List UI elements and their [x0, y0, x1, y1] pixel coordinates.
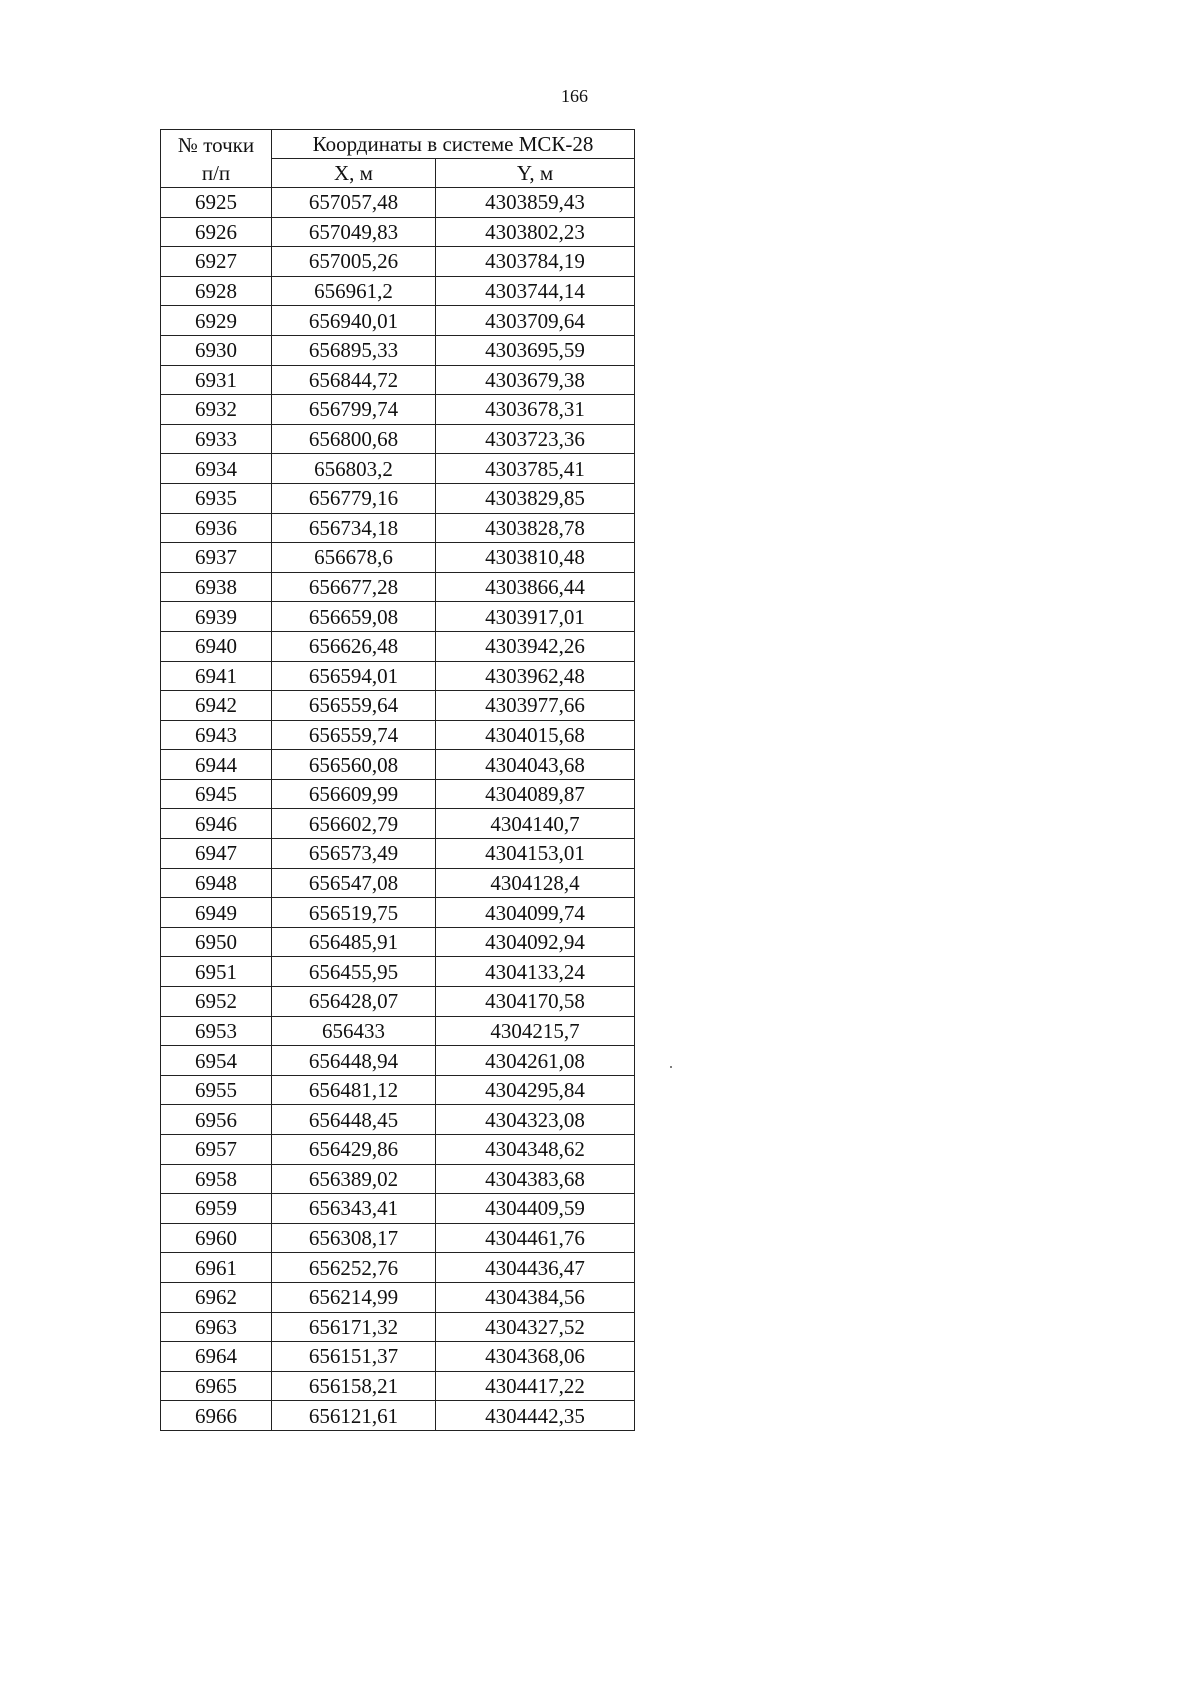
table-row	[161, 1194, 635, 1224]
x-coordinate-cell: 656799,74	[272, 395, 436, 425]
point-number-cell: 6961	[161, 1253, 272, 1283]
x-coordinate-cell: 656602,79	[272, 809, 436, 839]
table-row	[161, 661, 635, 691]
y-coordinate-cell: 4304383,68	[436, 1164, 635, 1194]
x-coordinate-cell: 656609,99	[272, 779, 436, 809]
point-number-cell: 6940	[161, 631, 272, 661]
point-number-cell: 6931	[161, 365, 272, 395]
point-number-cell: 6951	[161, 957, 272, 987]
table-row	[161, 1282, 635, 1312]
table-row	[161, 395, 635, 425]
coord-system-header: Координаты в системе МСК-28	[272, 130, 635, 159]
point-number-cell: 6934	[161, 454, 272, 484]
y-coordinate-cell: 4304015,68	[436, 720, 635, 750]
x-coordinate-cell: 656678,6	[272, 543, 436, 573]
x-coordinate-cell: 656677,28	[272, 572, 436, 602]
x-coordinate-cell: 656626,48	[272, 631, 436, 661]
y-coordinate-cell: 4303866,44	[436, 572, 635, 602]
point-number-cell: 6929	[161, 306, 272, 336]
point-number-cell: 6952	[161, 987, 272, 1017]
y-coordinate-cell: 4303859,43	[436, 188, 635, 218]
x-coordinate-cell: 656485,91	[272, 927, 436, 957]
y-coordinate-cell: 4304323,08	[436, 1105, 635, 1135]
table-row	[161, 513, 635, 543]
point-number-cell: 6939	[161, 602, 272, 632]
x-coordinate-cell: 657057,48	[272, 188, 436, 218]
table-row	[161, 276, 635, 306]
point-number-cell: 6947	[161, 839, 272, 869]
y-coordinate-cell: 4304099,74	[436, 898, 635, 928]
y-coordinate-cell: 4304140,7	[436, 809, 635, 839]
table-row	[161, 543, 635, 573]
point-number-cell: 6935	[161, 483, 272, 513]
point-number-cell: 6962	[161, 1282, 272, 1312]
point-number-cell: 6950	[161, 927, 272, 957]
x-coordinate-cell: 656429,86	[272, 1135, 436, 1165]
table-row	[161, 1253, 635, 1283]
table-header-row	[161, 130, 635, 159]
x-coordinate-cell: 656559,74	[272, 720, 436, 750]
table-row	[161, 335, 635, 365]
point-number-cell: 6928	[161, 276, 272, 306]
table-header	[161, 130, 635, 188]
table-row	[161, 1046, 635, 1076]
y-coordinate-cell: 4303679,38	[436, 365, 635, 395]
table-row	[161, 1105, 635, 1135]
y-coordinate-cell: 4304295,84	[436, 1075, 635, 1105]
table-row	[161, 306, 635, 336]
point-number-cell: 6945	[161, 779, 272, 809]
y-coordinate-cell: 4303785,41	[436, 454, 635, 484]
y-coordinate-cell: 4304215,7	[436, 1016, 635, 1046]
point-number-cell: 6959	[161, 1194, 272, 1224]
y-coordinate-cell: 4304348,62	[436, 1135, 635, 1165]
y-coordinate-cell: 4303678,31	[436, 395, 635, 425]
table-row	[161, 1401, 635, 1431]
point-number-cell: 6948	[161, 868, 272, 898]
y-coordinate-cell: 4304170,58	[436, 987, 635, 1017]
y-coordinate-cell: 4304092,94	[436, 927, 635, 957]
y-coordinate-cell: 4303784,19	[436, 247, 635, 277]
table-row	[161, 1223, 635, 1253]
point-number-cell: 6936	[161, 513, 272, 543]
point-number-cell: 6925	[161, 188, 272, 218]
point-number-cell: 6933	[161, 424, 272, 454]
point-number-cell: 6937	[161, 543, 272, 573]
page-number: 166	[561, 86, 588, 106]
y-coordinate-cell: 4303962,48	[436, 661, 635, 691]
y-coordinate-cell: 4303828,78	[436, 513, 635, 543]
table-row	[161, 572, 635, 602]
x-coordinate-cell: 656158,21	[272, 1371, 436, 1401]
point-number-cell: 6932	[161, 395, 272, 425]
y-coordinate-cell: 4303977,66	[436, 691, 635, 721]
y-coordinate-cell: 4304128,4	[436, 868, 635, 898]
table-row	[161, 247, 635, 277]
y-coordinate-cell: 4303942,26	[436, 631, 635, 661]
point-number-cell: 6930	[161, 335, 272, 365]
table-row	[161, 1164, 635, 1194]
table-body	[161, 188, 635, 1431]
y-coordinate-cell: 4304089,87	[436, 779, 635, 809]
y-coordinate-cell: 4303695,59	[436, 335, 635, 365]
y-coordinate-cell: 4304368,06	[436, 1342, 635, 1372]
point-number-cell: 6953	[161, 1016, 272, 1046]
x-coordinate-cell: 656121,61	[272, 1401, 436, 1431]
x-coordinate-cell: 656433	[272, 1016, 436, 1046]
point-number-cell: 6966	[161, 1401, 272, 1431]
x-coordinate-cell: 656448,45	[272, 1105, 436, 1135]
y-coordinate-cell: 4304384,56	[436, 1282, 635, 1312]
x-coordinate-cell: 656559,64	[272, 691, 436, 721]
x-coordinate-cell: 656560,08	[272, 750, 436, 780]
point-number-cell: 6957	[161, 1135, 272, 1165]
y-coordinate-cell: 4303709,64	[436, 306, 635, 336]
table-row	[161, 1016, 635, 1046]
point-number-cell: 6956	[161, 1105, 272, 1135]
y-coordinate-cell: 4304442,35	[436, 1401, 635, 1431]
point-number-cell: 6963	[161, 1312, 272, 1342]
table-row	[161, 1312, 635, 1342]
point-number-cell: 6943	[161, 720, 272, 750]
point-number-cell: 6958	[161, 1164, 272, 1194]
x-coordinate-cell: 656895,33	[272, 335, 436, 365]
table-row	[161, 750, 635, 780]
y-coordinate-cell: 4304409,59	[436, 1194, 635, 1224]
coordinates-table	[160, 129, 635, 1431]
table-row	[161, 424, 635, 454]
x-coordinate-cell: 656961,2	[272, 276, 436, 306]
table-row	[161, 957, 635, 987]
point-number-cell: 6955	[161, 1075, 272, 1105]
point-number-cell: 6927	[161, 247, 272, 277]
point-number-cell: 6964	[161, 1342, 272, 1372]
point-number-cell: 6944	[161, 750, 272, 780]
y-coordinate-cell: 4304261,08	[436, 1046, 635, 1076]
table-row	[161, 779, 635, 809]
table-row	[161, 602, 635, 632]
point-number-cell: 6960	[161, 1223, 272, 1253]
x-coordinate-cell: 657049,83	[272, 217, 436, 247]
y-coordinate-cell: 4304461,76	[436, 1223, 635, 1253]
x-coordinate-cell: 656594,01	[272, 661, 436, 691]
point-number-cell: 6938	[161, 572, 272, 602]
table-row	[161, 1342, 635, 1372]
table-row	[161, 483, 635, 513]
table-row	[161, 927, 635, 957]
y-coordinate-cell: 4303810,48	[436, 543, 635, 573]
x-coordinate-cell: 656448,94	[272, 1046, 436, 1076]
y-coordinate-cell: 4304436,47	[436, 1253, 635, 1283]
scan-speck	[670, 1066, 672, 1068]
table-row	[161, 839, 635, 869]
y-coordinate-cell: 4303723,36	[436, 424, 635, 454]
x-coordinate-cell: 656151,37	[272, 1342, 436, 1372]
point-number-cell: 6954	[161, 1046, 272, 1076]
y-column-header: Y, м	[436, 159, 635, 188]
table-row	[161, 868, 635, 898]
table-row	[161, 691, 635, 721]
x-coordinate-cell: 656171,32	[272, 1312, 436, 1342]
table-row	[161, 188, 635, 218]
point-number-cell: 6942	[161, 691, 272, 721]
table-row	[161, 631, 635, 661]
table-row	[161, 987, 635, 1017]
x-coordinate-cell: 656428,07	[272, 987, 436, 1017]
y-coordinate-cell: 4304417,22	[436, 1371, 635, 1401]
y-coordinate-cell: 4303744,14	[436, 276, 635, 306]
table-row	[161, 1371, 635, 1401]
point-number-cell: 6965	[161, 1371, 272, 1401]
y-coordinate-cell: 4304133,24	[436, 957, 635, 987]
table-row	[161, 217, 635, 247]
table-row	[161, 809, 635, 839]
point-number-cell: 6949	[161, 898, 272, 928]
point-number-cell: 6946	[161, 809, 272, 839]
x-coordinate-cell: 656844,72	[272, 365, 436, 395]
x-coordinate-cell: 656481,12	[272, 1075, 436, 1105]
table-row	[161, 898, 635, 928]
x-coordinate-cell: 656659,08	[272, 602, 436, 632]
table-row	[161, 454, 635, 484]
x-coordinate-cell: 656343,41	[272, 1194, 436, 1224]
x-coordinate-cell: 656252,76	[272, 1253, 436, 1283]
point-number-header-line1: № точки	[177, 132, 255, 157]
y-coordinate-cell: 4304153,01	[436, 839, 635, 869]
point-number-header-line2: п/п	[201, 160, 231, 185]
x-column-header: X, м	[272, 159, 436, 188]
y-coordinate-cell: 4303802,23	[436, 217, 635, 247]
point-number-cell: 6941	[161, 661, 272, 691]
x-coordinate-cell: 656803,2	[272, 454, 436, 484]
table-row	[161, 720, 635, 750]
x-coordinate-cell: 656734,18	[272, 513, 436, 543]
x-coordinate-cell: 656519,75	[272, 898, 436, 928]
x-coordinate-cell: 656779,16	[272, 483, 436, 513]
x-coordinate-cell: 657005,26	[272, 247, 436, 277]
x-coordinate-cell: 656940,01	[272, 306, 436, 336]
y-coordinate-cell: 4303829,85	[436, 483, 635, 513]
x-coordinate-cell: 656455,95	[272, 957, 436, 987]
y-coordinate-cell: 4304043,68	[436, 750, 635, 780]
point-number-cell: 6926	[161, 217, 272, 247]
y-coordinate-cell: 4303917,01	[436, 602, 635, 632]
x-coordinate-cell: 656800,68	[272, 424, 436, 454]
x-coordinate-cell: 656308,17	[272, 1223, 436, 1253]
x-coordinate-cell: 656547,08	[272, 868, 436, 898]
y-coordinate-cell: 4304327,52	[436, 1312, 635, 1342]
table-row	[161, 1135, 635, 1165]
point-number-header	[161, 130, 272, 188]
x-coordinate-cell: 656573,49	[272, 839, 436, 869]
x-coordinate-cell: 656214,99	[272, 1282, 436, 1312]
x-coordinate-cell: 656389,02	[272, 1164, 436, 1194]
table-row	[161, 1075, 635, 1105]
table-row	[161, 365, 635, 395]
